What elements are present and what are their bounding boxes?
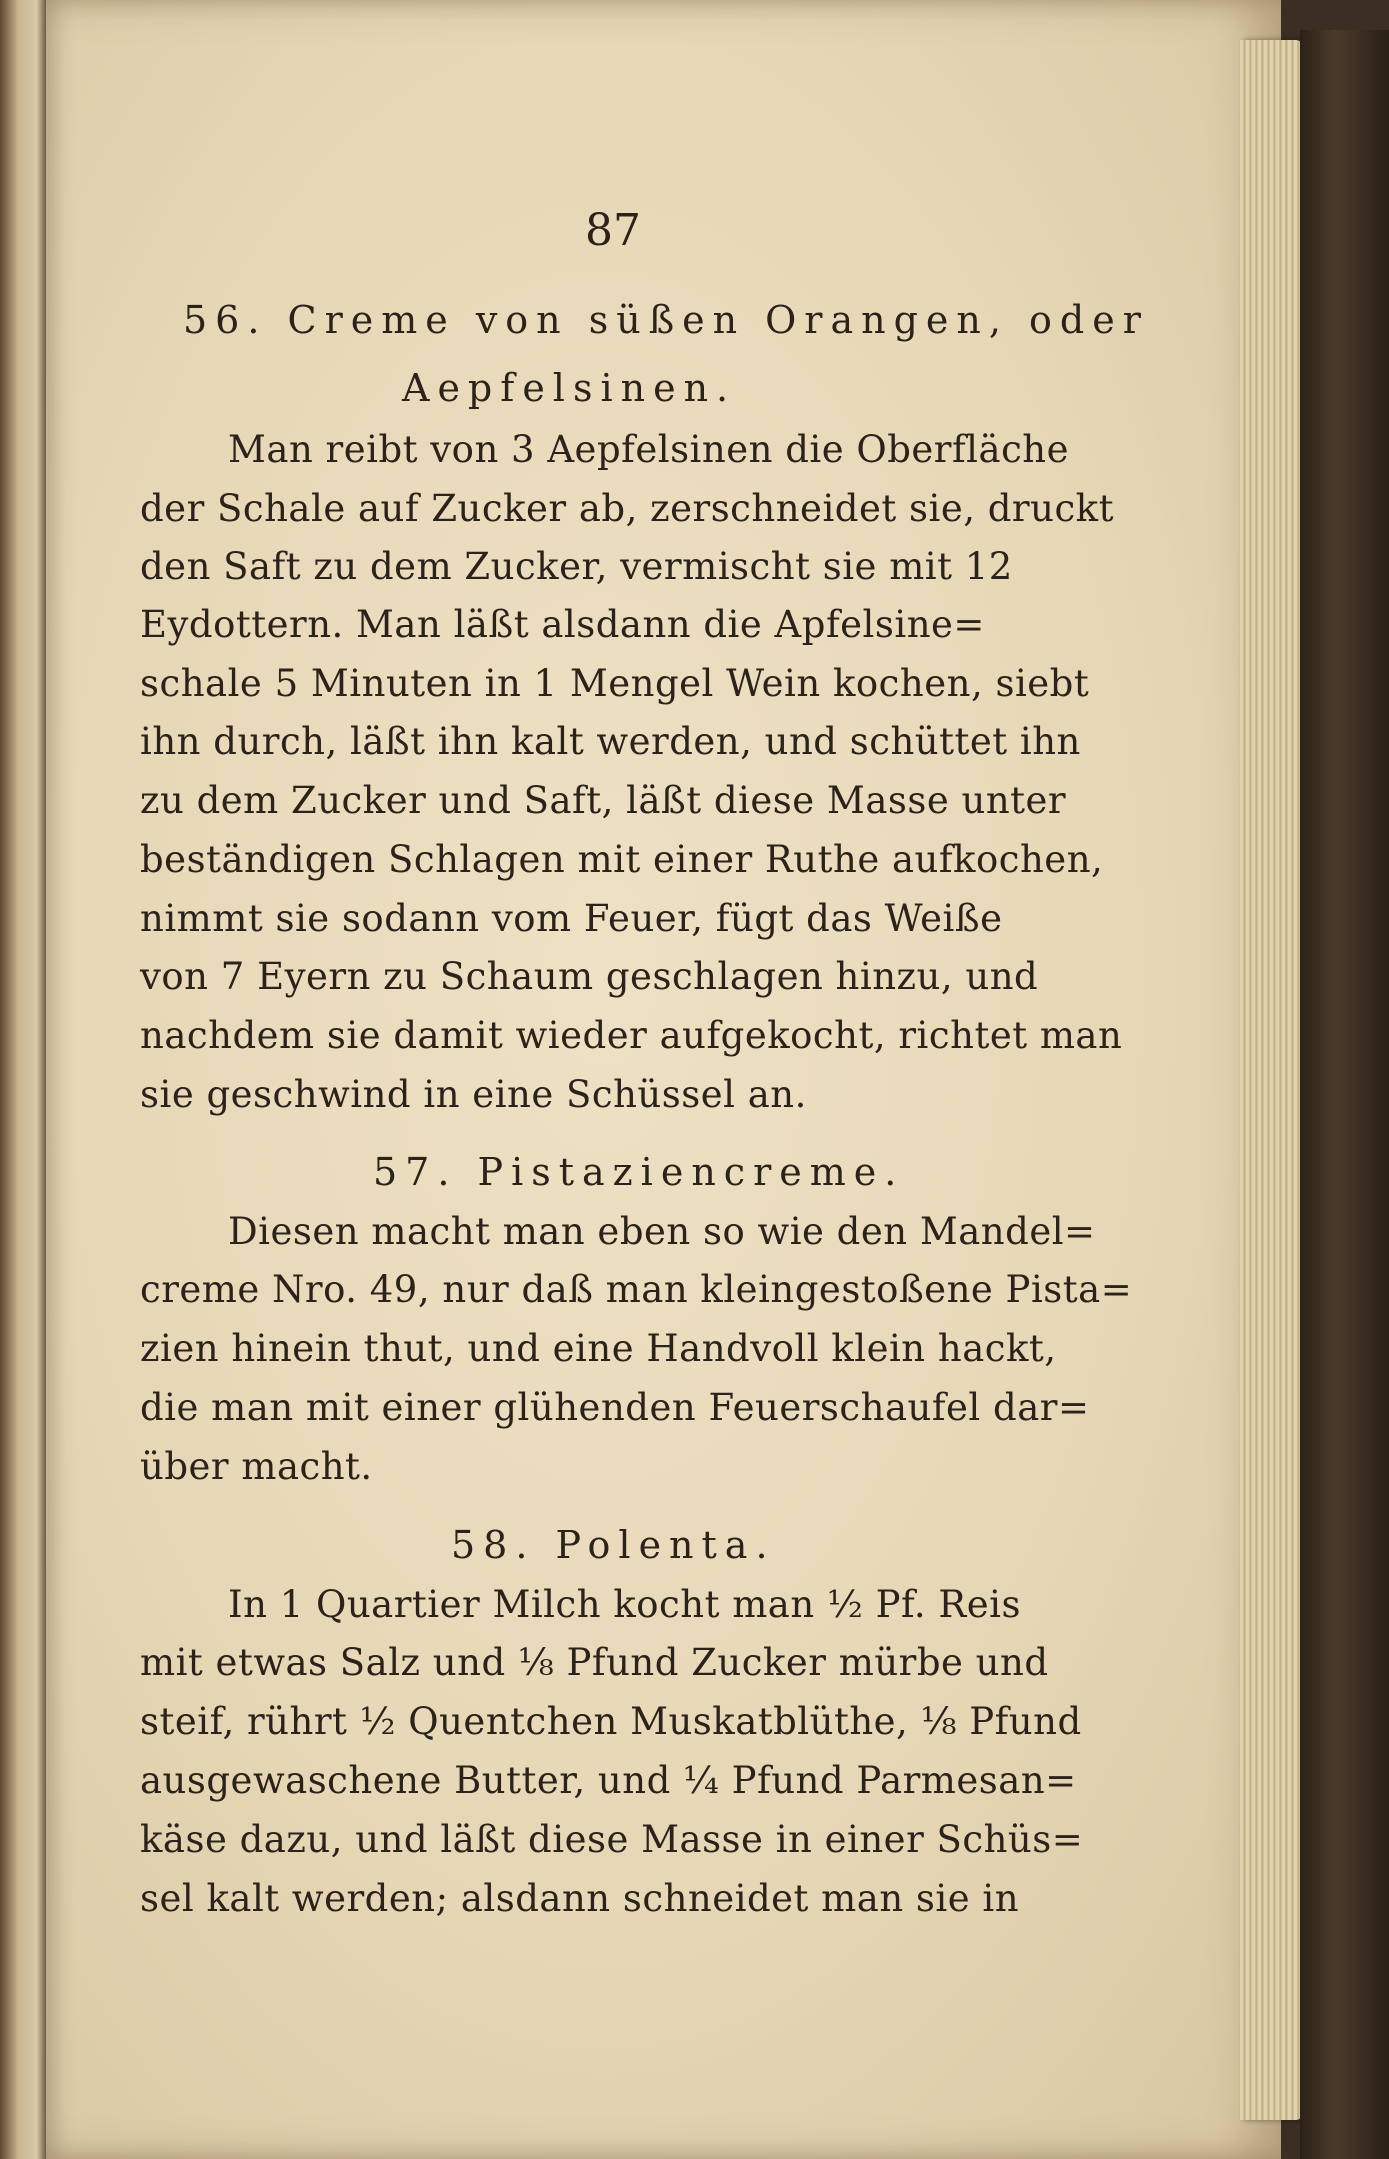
recipe-56-line: der Schale auf Zucker ab, zerschneidet sie, druckt	[140, 487, 1114, 530]
recipe-56-line: den Saft zu dem Zucker, vermischt sie mit 12	[140, 545, 1013, 588]
recipe-57-line: über macht.	[140, 1445, 373, 1488]
recipe-58-line: käse dazu, und läßt diese Masse in einer Schüs=	[140, 1818, 1084, 1861]
recipe-56-line: sie geschwind in eine Schüssel an.	[140, 1073, 807, 1116]
recipe-56-line: schale 5 Minuten in 1 Mengel Wein kochen, siebt	[140, 662, 1090, 705]
recipe-56-line: Eydottern. Man läßt alsdann die Apfelsine=	[140, 603, 985, 646]
recipe-heading-56-cont: Aepfelsinen.	[402, 366, 737, 410]
recipe-56-line: nimmt sie sodann vom Feuer, fügt das Weiße	[140, 897, 1003, 940]
facing-page-edge	[0, 0, 46, 2159]
book-cover-edge	[1300, 30, 1389, 2159]
page-number: 87	[585, 205, 641, 256]
recipe-56-line: Man reibt von 3 Aepfelsinen die Oberfläche	[228, 428, 1070, 471]
recipe-57-line: Diesen macht man eben so wie den Mandel=	[228, 1210, 1096, 1253]
recipe-56-line: von 7 Eyern zu Schaum geschlagen hinzu, und	[140, 955, 1039, 998]
recipe-58-line: sel kalt werden; alsdann schneidet man sie in	[140, 1877, 1020, 1920]
page-block-edge	[1240, 40, 1302, 2120]
recipe-58-line: ausgewaschene Butter, und ¼ Pfund Parmesan=	[140, 1759, 1077, 1802]
recipe-56-line: nachdem sie damit wieder aufgekocht, richtet man	[140, 1014, 1123, 1057]
recipe-56-line: ihn durch, läßt ihn kalt werden, und schüttet ihn	[140, 720, 1081, 763]
recipe-58-line: mit etwas Salz und ⅛ Pfund Zucker mürbe und	[140, 1641, 1049, 1684]
recipe-58-line: steif, rührt ½ Quentchen Muskatblüthe, ⅛ Pfund	[140, 1700, 1082, 1743]
recipe-56-line: zu dem Zucker und Saft, läßt diese Masse unter	[140, 779, 1067, 822]
recipe-heading-56: 56. Creme von süßen Orangen, oder	[183, 298, 1149, 342]
recipe-57-line: die man mit einer glühenden Feuerschaufel dar=	[140, 1386, 1090, 1429]
recipe-57-line: creme Nro. 49, nur daß man kleingestoßene Pista=	[140, 1268, 1133, 1311]
recipe-57-line: zien hinein thut, und eine Handvoll klein hackt,	[140, 1327, 1057, 1370]
recipe-56-line: beständigen Schlagen mit einer Ruthe aufkochen,	[140, 838, 1104, 881]
recipe-heading-57: 57. Pistaziencreme.	[373, 1150, 905, 1194]
recipe-heading-58: 58. Polenta.	[451, 1523, 776, 1567]
recipe-58-line: In 1 Quartier Milch kocht man ½ Pf. Reis	[228, 1583, 1021, 1626]
